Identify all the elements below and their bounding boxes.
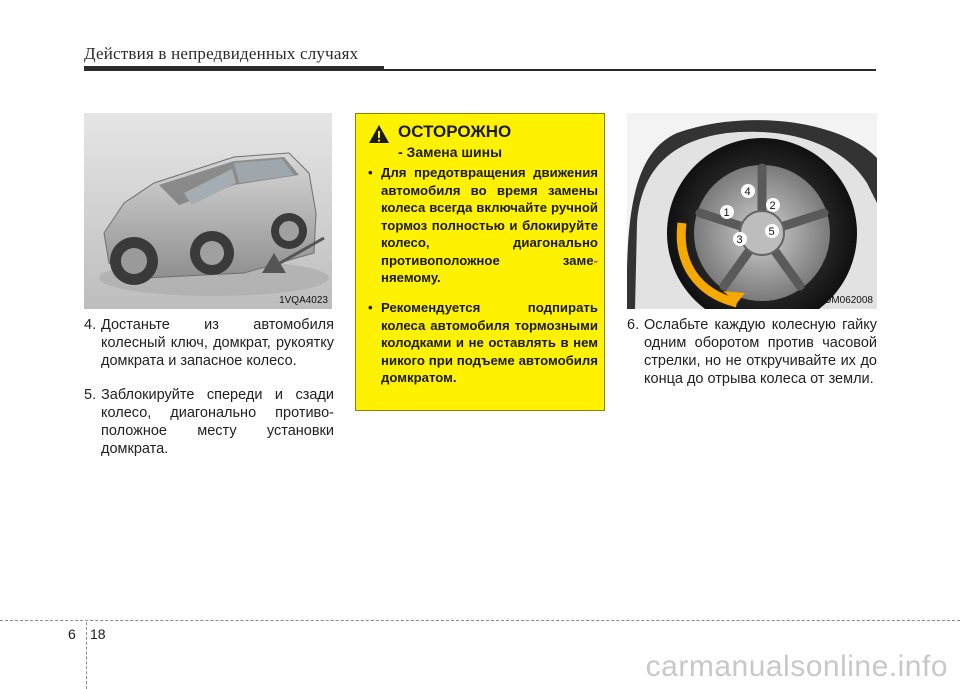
figure-code-left: 1VQA4023 xyxy=(279,295,328,306)
lug-number-2: 2 xyxy=(769,200,776,212)
warning-item-2-text: Рекомендуется подпирать колеса автомобиля тормозными колодками и не оставлять в нем никого при подъеме автомобиля домкратом. xyxy=(381,300,598,385)
warning-title: ОСТОРОЖНО xyxy=(398,122,512,141)
wheel-lug-nut-figure xyxy=(627,113,877,309)
step-5 xyxy=(84,386,334,458)
car-on-jack-illustration xyxy=(84,113,332,309)
step-4-number: 4. xyxy=(84,317,97,333)
hyphen-mark: - xyxy=(593,252,598,268)
bullet: • xyxy=(368,165,373,180)
warning-item-1 xyxy=(368,164,598,287)
step-6-text: Ослабьте каждую колесную гайку одним оборотом против часовой стрелки, но не откручивайте их до конца до отрыва колеса от земли. xyxy=(644,317,877,387)
warning-subtitle: - Замена шины xyxy=(398,144,503,160)
lug-number-5: 5 xyxy=(768,226,775,238)
step-6-number: 6. xyxy=(627,317,640,333)
watermark: carmanualsonline.info xyxy=(645,650,948,683)
page-number: 18 xyxy=(90,626,106,642)
step-4 xyxy=(84,316,334,370)
step-4-text: Достаньте из автомобиля колесный ключ, домкрат, рукоятку домкрата и запасное колесо. xyxy=(101,317,334,369)
lug-number-3: 3 xyxy=(736,234,743,246)
warning-item-1-text-main: Для предотвращения движения автомобиля во время замены колеса всегда включайте ручной тормоз полностью и блокируйте колесо, диагонально противоположное заме xyxy=(381,165,598,268)
step-5-text: Заблокируйте спереди и сзади колесо, диагонально противо-положное месту установки домкрата. xyxy=(101,387,334,457)
step-6 xyxy=(627,316,877,388)
chapter-number: 6 xyxy=(68,626,76,642)
figure-code-right: ODM062008 xyxy=(816,295,873,306)
bullet: • xyxy=(368,300,373,315)
warning-item-1-text-end: няемому. xyxy=(381,270,441,285)
step-5-number: 5. xyxy=(84,387,97,403)
header-rule-thick xyxy=(84,66,384,71)
warning-item-1-text xyxy=(368,164,598,287)
header-rule-thin xyxy=(384,69,876,71)
warning-box xyxy=(355,113,605,411)
warning-item-2 xyxy=(368,299,598,387)
car-on-jack-figure xyxy=(84,113,332,309)
lug-number-4: 4 xyxy=(744,186,751,198)
wheel-lug-nut-illustration xyxy=(627,113,877,309)
footer-vertical-divider xyxy=(86,622,87,689)
footer-divider xyxy=(0,620,960,621)
lug-number-1: 1 xyxy=(723,207,730,219)
warning-triangle-icon xyxy=(368,124,390,144)
page-header-title: Действия в непредвиденных случаях xyxy=(84,44,359,63)
